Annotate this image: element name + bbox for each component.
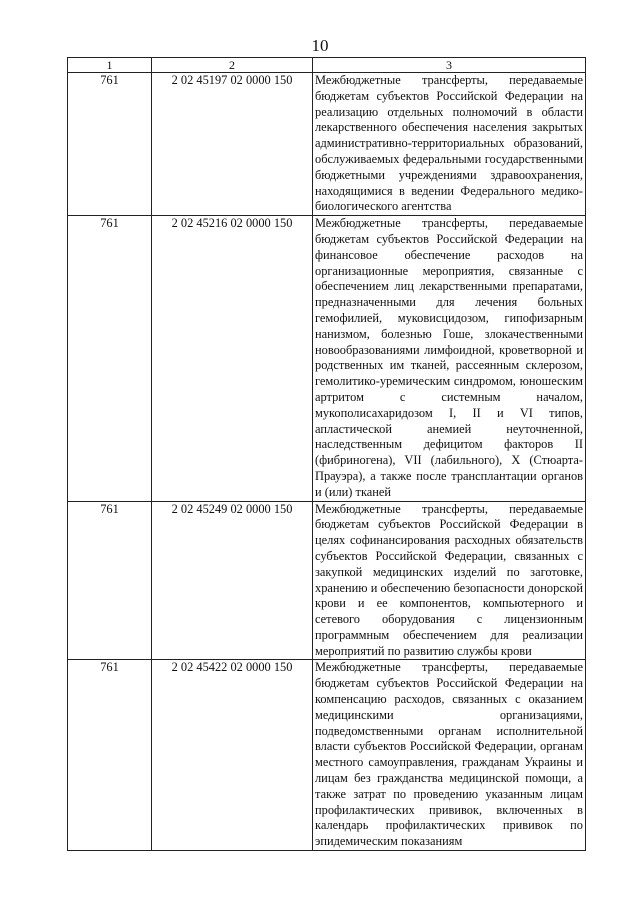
kbk-cell: 2 02 45422 02 0000 150 — [152, 660, 313, 851]
description-cell: Межбюджетные трансферты, передаваемые бюджетам субъектов Российской Федерации на финансовое обеспечение расходов на организационные мероприятия, связанные с обеспечением лиц лекарственными препаратами, предназначенными для лечения больных гемофилией, муковисцидозом, гипофизарным нанизмом, болезнью Гоше, злокачественными новообразованиями лимфоидной, кроветворной и родственных им тканей, рассеянным склерозом, гемолитико-уремическим синдромом, юношеским артритом с системным началом, мукополисахаридозом I, II и VI типов, апластической анемией неуточненной, наследственным дефицитом факторов II (фибриногена), VII (лабильного), X (Стюарта-Прауэра), а также после трансплантации органов и (или) тканей — [313, 216, 586, 501]
admin-code-cell: 761 — [68, 660, 152, 851]
description-cell: Межбюджетные трансферты, передаваемые бюджетам субъектов Российской Федерации на реализацию отдельных полномочий в области лекарственного обеспечения населения закрытых административно-территориальных образований, обслуживаемых федеральными государственными бюджетными учреждениями здравоохранения, находящимися в ведении Федерального медико-биологического агентства — [313, 73, 586, 216]
admin-code-cell: 761 — [68, 216, 152, 501]
table-row — [68, 660, 586, 851]
description-cell: Межбюджетные трансферты, передаваемые бюджетам субъектов Российской Федерации в целях софинансирования расходных обязательств субъектов Российской Федерации, связанных с закупкой медицинских изделий по заготовке, хранению и обеспечению безопасности донорской крови и ее компонентов, компьютерного и сетевого оборудования с лицензионным программным обеспечением для реализации мероприятий по развитию службы крови — [313, 501, 586, 660]
table-row — [68, 501, 586, 660]
column-header-2: 2 — [152, 58, 313, 73]
table-row — [68, 216, 586, 501]
column-header-3: 3 — [313, 58, 586, 73]
kbk-cell: 2 02 45249 02 0000 150 — [152, 501, 313, 660]
kbk-cell: 2 02 45197 02 0000 150 — [152, 73, 313, 216]
page-number: 10 — [311, 36, 329, 55]
admin-code-cell: 761 — [68, 73, 152, 216]
budget-classification-table — [67, 57, 586, 851]
column-header-1: 1 — [68, 58, 152, 73]
table-row — [68, 73, 586, 216]
description-cell: Межбюджетные трансферты, передаваемые бюджетам субъектов Российской Федерации на компенсацию расходов, связанных с оказанием медицинскими организациями, подведомственными органам исполнительной власти субъектов Российской Федерации, органам местного самоуправления, гражданам Украины и лицам без гражданства медицинской помощи, а также затрат по проведению указанным лицам профилактических прививок, включенных в календарь профилактических прививок по эпидемическим показаниям — [313, 660, 586, 851]
kbk-cell: 2 02 45216 02 0000 150 — [152, 216, 313, 501]
table-header-row — [68, 58, 586, 73]
admin-code-cell: 761 — [68, 501, 152, 660]
